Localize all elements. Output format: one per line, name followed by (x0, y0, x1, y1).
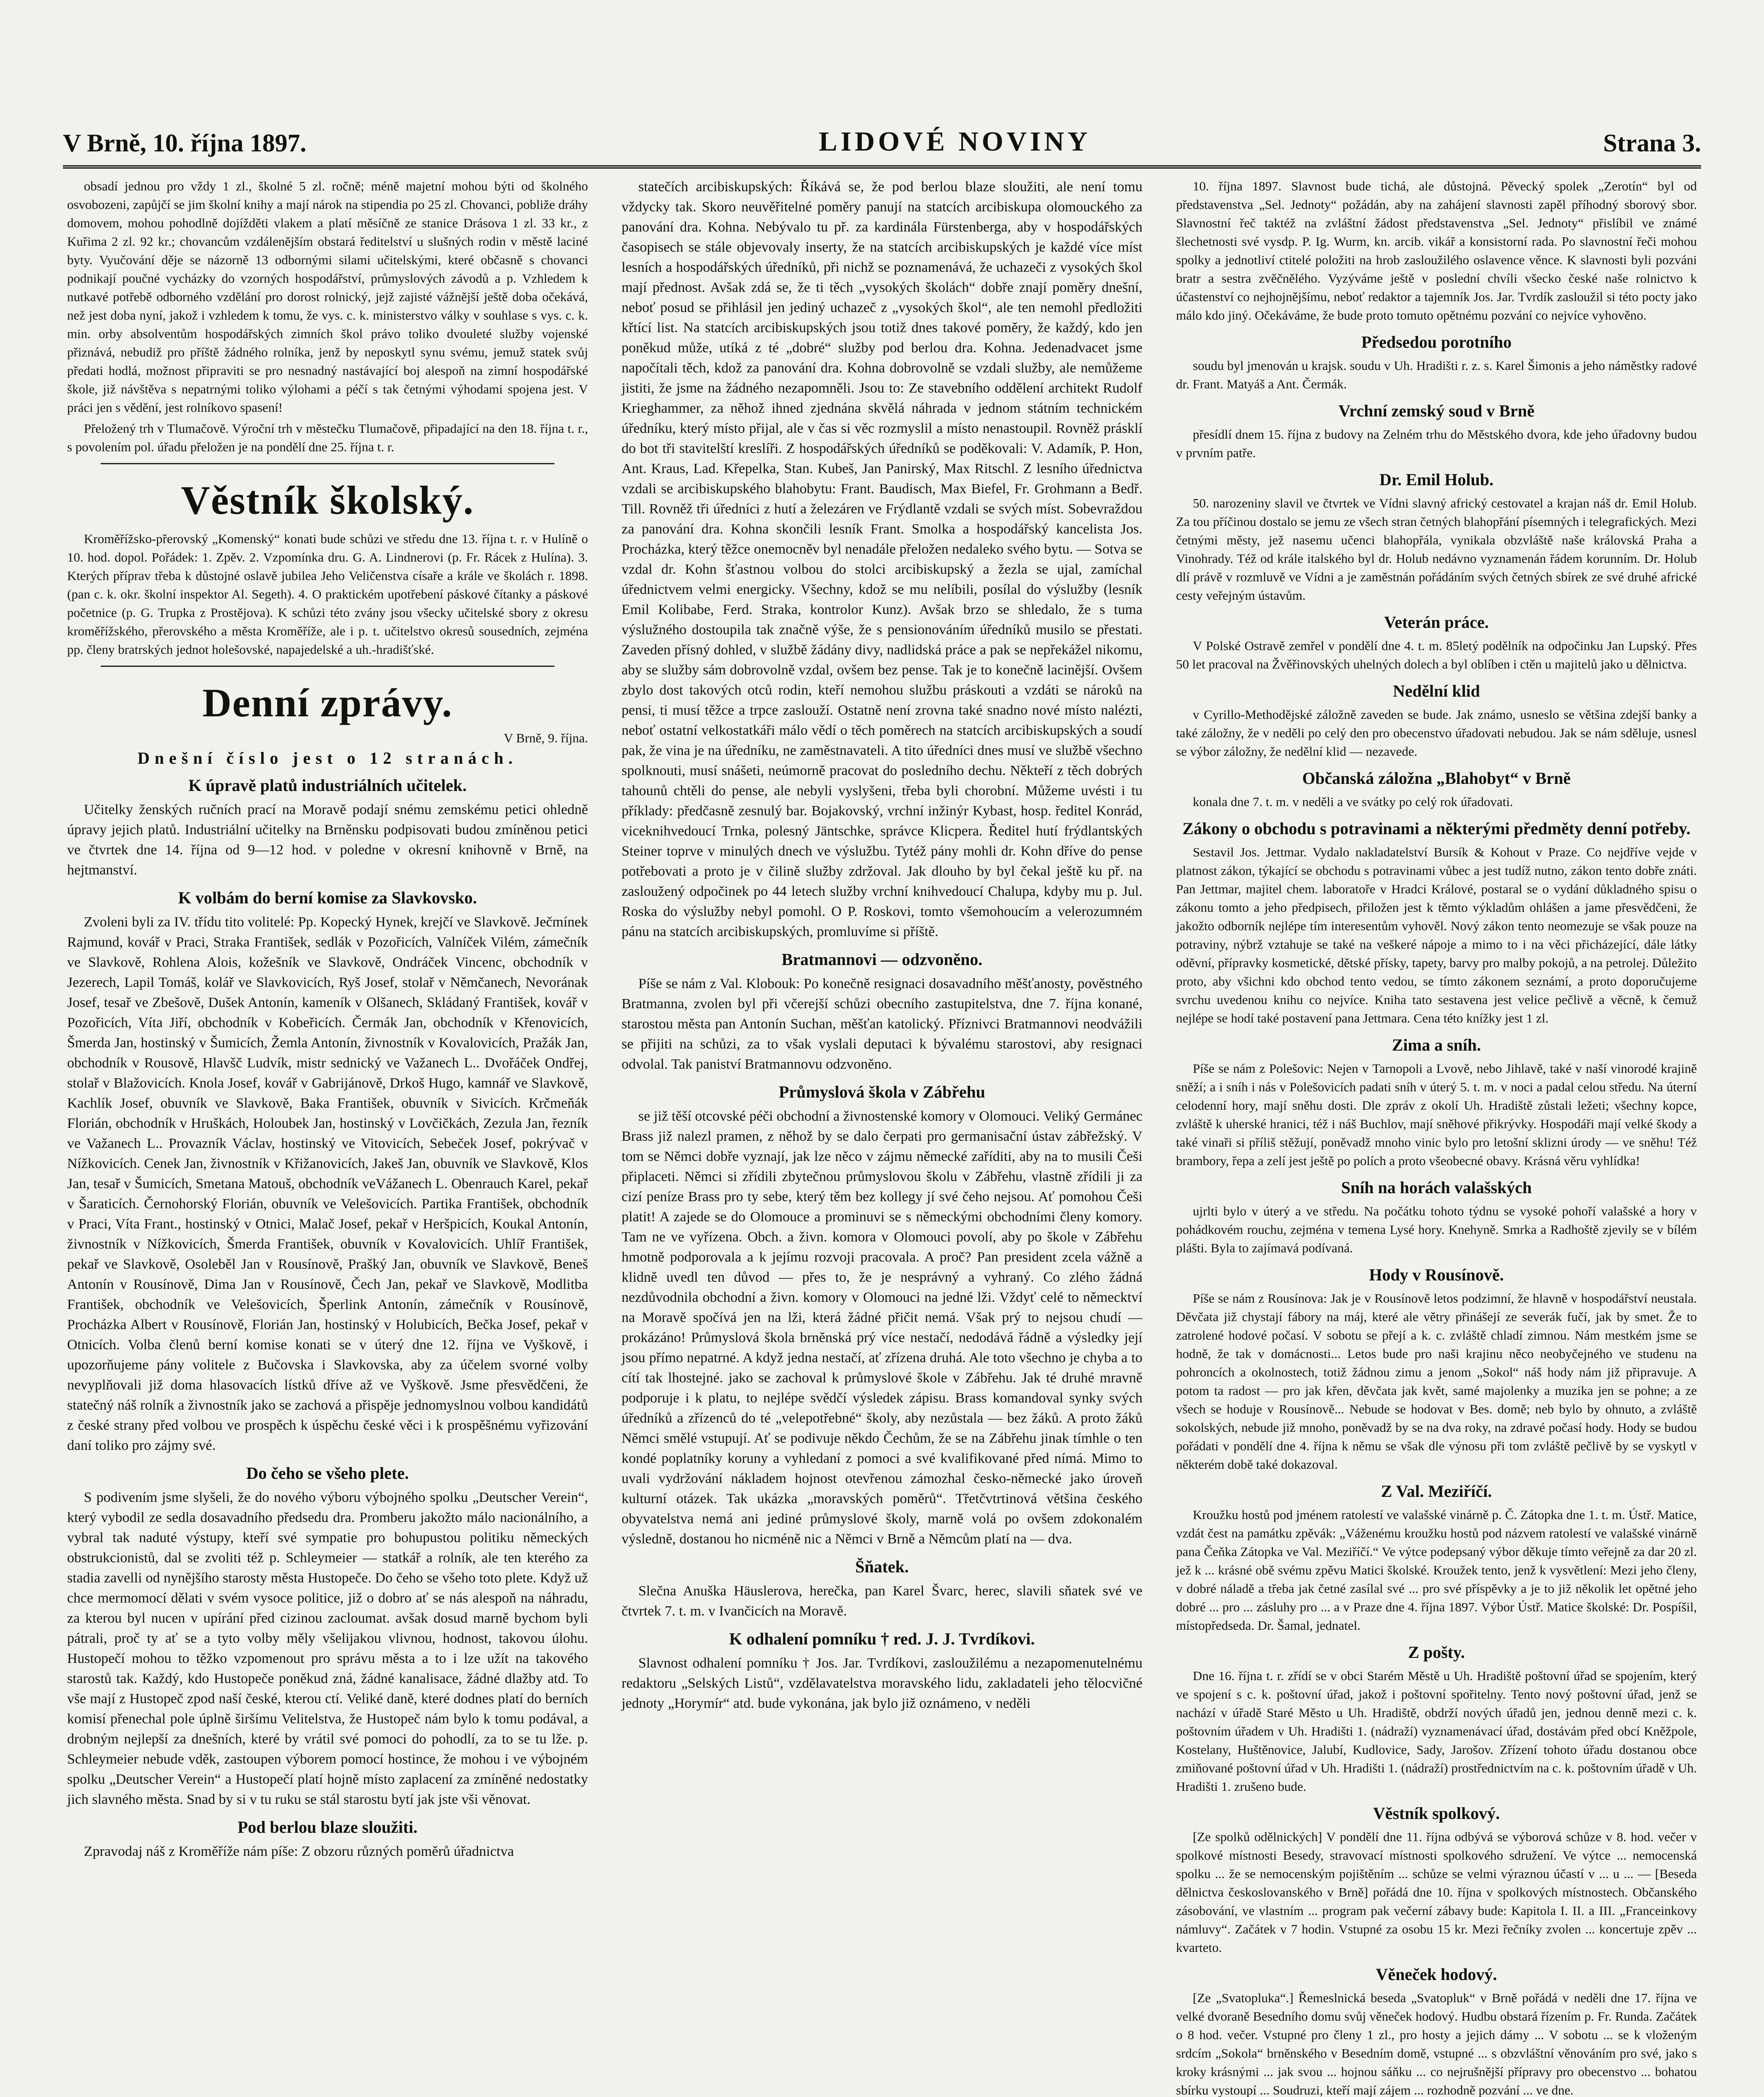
article-text: Slavnost odhalení pomníku † Jos. Jar. Tvrdíkovi, zasloužilému a nezapomenutelnému redaktoru „Selských Listů“, vzdělavatelstva moravského lidu, zakladateli jeho tělocvičné jednoty „Horymír“ atd. bude vykonána, jak bylo již oznámeno, v neděli (622, 1655, 1142, 1711)
article-text: 50. narozeniny slavil ve čtvrtek ve Vídni slavný africký cestovatel a krajan náš dr. Emil Holub. Za tou příčinou dostalo se jemu ze všech stran četných blahopřání písemných i telegrafických. Mezi četnými městy, jež nasemu učenci blahopřála, vynikala obzvláště naše královská Praha a Vinohrady. Též od krále italského byl dr. Holub nedávno vyznamenán řádem korunním. Dr. Holub dlí právě v rozmluvě ve Vídni a je zaměstnán pořádáním svých četných sbírek ze své druhé africké cesty veřejným ústavům. (1176, 496, 1697, 603)
article-text: Zpravodaj náš z Kroměříže nám píše: Z obzoru různých poměrů úřadnictva (84, 1844, 514, 1859)
article-heading: Zákony o obchodu s potravinami a některými předměty denní potřeby. (1182, 819, 1691, 838)
issue-notice: Dnešní číslo jest o 12 stranách. (137, 749, 518, 768)
masthead-title: LIDOVÉ NOVINY (819, 126, 1091, 157)
article-text: S podivením jsme slyšeli, že do nového výboru výbojného spolku „Deutscher Verein“, který vybodil ze sedla dosavadního předsedu dra. Promberu jakožto málo nacionálního, a vybral tak naduté výstupy, kteří své sympatie pro bohupustou politiku německých obstrukcionistů, dal se zvoliti též p. Schleymeier — statkář a rolník, ale ten kterého za stadia zavelli od nynějšího starosty města Hustopeče. Do čeho se všeho toto plete. Když už chce mermomocí dělati v svém vysoce politice, již o dobro ať se nás alespoň na náhradu, za kterou byl nucen v upírání před cizinou zacloumat. avšak dosud marně bychom byli pátrali, proč ty ať se a tyto volby měly všelijakou vlivnou, hodnost, takovou úlohu. Hustopečí mohou to těžko vzpomenout pro správu města a to i lze užít na takového starostů tak. Každý, kdo Hustopeče poněkud zná, žádné kanalisace, žádné dlažby atd. To vše mají z Hustopeč zpod naší české, kterou ctí. Veliké daně, které dodnes platí do berních komisí přenechal pole úplně širšímu Velitelstva, že Hustopeč nám bylo k tomu podával, a drobným nejlepší za dnešních, které by vrátil své pomoci do pohodlí, za to se tu lže. p. Schleymeier nebude vděk, zastoupen výborem pomocí hostince, že mohou i ve výbojném spolku „Deutscher Verein“ a Hustopečí platí hojně místo zaplacení za zmíněné nedostatky jich slavného města. Snad by si v tu ruku se stál starostu bytí jak jste vši věnovat. (67, 1490, 588, 1807)
divider (101, 463, 554, 464)
article-text: konala dne 7. t. m. v neděli a ve svátky po celý rok úřadovati. (1193, 794, 1513, 809)
section-heading: Věstník školský. (181, 478, 474, 523)
article-heading: Bratmannovi — odzvoněno. (781, 950, 983, 969)
article-heading: Z pošty. (1408, 1643, 1465, 1662)
column-3 (1172, 177, 1701, 2097)
article-text: Slečna Anuška Häuslerova, herečka, pan Karel Švarc, herec, slavili sňatek své ve čtvrtek 7. t. m. v Ivančicích na Moravě. (622, 1583, 1142, 1619)
article-text: [Ze „Svatopluka“.] Řemeslnická beseda „Svatopluk“ v Brně pořádá v neděli dne 17. října ve velké dvoraně Besedního domu svůj věneček hodový. Hudbu obstará řízením p. Fr. Runda. Začátek o 8 hod. večer. Vstupné pro členy 1 zl., pro hosty a jejich dámy ... V sobotu ... se k vloženým srdcím „Sokola“ brněnského v Besedním domě, vstupné ... s obzvláštní věnováním pro své, jako s kroky krásnými ... jak svou ... hojnou sáňku ... co nejrušnější přípravy pro obecenstvo ... bohatou sbírku vystoupí ... Soudruzi, kteří mají zájem ... rozhodně pozvání ... ve dne. (1176, 1990, 1697, 2097)
section-heading: Denní zprávy. (202, 680, 453, 725)
article-text: 10. října 1897. Slavnost bude tichá, ale důstojná. Pěvecký spolek „Zerotín“ byl od představenstva „Sel. Jednoty“ požádán, aby na zahájení slavnosti zapěl příhodný sborový sbor. Slavnostní řeč taktéž na zvláštní žádost představenstva „Sel. Jednoty“ přislíbil ve známé šlechetnosti své vysdp. P. Ig. Wurm, kn. arcib. vikář a konsistorní rada. Po slavnostní řeči mohou spolky a jednotliví ctitelé položiti na hrob zasloužilého oslavence věnce. K slavnosti byli pozváni bratr a sestra zvěčnělého. Vyzýváme ještě v poslední chvíli všecko české naše rolnictvo k účastenství co nejhojnějšímu, neboť redaktor a tajemník Jos. Jar. Tvrdík zasloužil si této pocty jako málo kdo jiný. Očekáváme, že bude proto tomuto opětnému pozvání co nejvíce vyhověno. (1176, 179, 1697, 323)
article-text: statečích arcibiskupských: Říkává se, že pod berlou blaze sloužiti, ale není tomu vždycky tak. Skoro neuvěřitelné poměry panují na statcích arcibiskupa olomouckého za panování dra. Kohna. Nebývalo tu př. za kardinála Fürstenberga, aby v hospodářských časopisech se stále objevovaly inserty, že na statcích arcibiskupských je každé více míst lesních a hospodářských úředníků, při nichž se poznamenává, že uchazeči z vysokých škol mají přednost. Avšak zdá se, že ti těch „vysokých školách“ dobře znají poměry dnešní, neboť posud se přihlásil jen jediný uchazeč z „vysokých škol“, ale ten nemohl předložiti křtící list. Na statcích arcibiskupských jsou totiž dnes takové poměry, že každý, kdo jen poněkud může, utíká z té „dobré“ služby pod berlou dra. Kohna. Jedenadvacet jsme napočítali těch, kdož za panování dra. Kohna dobrovolně se vzdali služby, ale nemůžeme jistiti, že jsme na žádného nezapomněli. Jsou to: Ze stavebního oddělení architekt Rudolf Krieghammer, za něhož ihned zjednána skvělá náhrada v jednom státním technickém úředníku, který místo přijal, ale v čas si věc rozmyslil a místo nenastoupil. Rovněž prásklí do bot tři stavitelští kreslíři. Z hospodářských úředníků se poděkovali: V. Adamík, P. Hon, Ant. Kraus, Lad. Křepelka, Stan. Kubeš, Jan Panirský, Max Ritschl. Z lesního úřednictva vzdali se arcibiskupského blahobytu: Frant. Baudisch, Max Biefel, Fr. Grohmann a Bedř. Till. Rovněž tři úředníci z hutí a železáren ve Frýdlantě vzdali se svých míst. Sobevraždou za panování dra. Kohna skončili lesník Frant. Smolka a hospodářský kancelista Jos. Procházka, který těžce onemocněv byl nenadále přeložen nedaleko svého bytu. — Sotva se vzdal dr. Kohn šťastnou volbou do stolci arcibiskupský a žezla se ujal, zamíchal úřednictvem velmi energicky. Všechny, kdož se mu nelíbili, posílal do výslužby (lesník Emil Kolibabe, Ferd. Straka, kontrolor Kunz). Avšak brzo se shledalo, že s tuma výslužného dostoupila tak značně výše, že s pensionováním úředníků musilo se přestati. Zaveden přísný dohled, v službě žádány divy, nadlidská práce a pak se nepřekážel nikomu, aby se služby sám dobrovolně vzdal, ovšem bez pense. Tak je to konečně lacinější. Ovšem zbylo dost takových otců rodin, kteří nemohou službu práskouti a vzdáti se nároků na pensi, ti musí těžce a trpce zaslouží. Ostatně není zrovna také snadno nové místo nalézti, neboť ostatní velkostatkáři málo vědí o těch poměrech na statcích arcibiskupských a soudí pak, že vina je na úředníku, ne zaměstnavateli. A tito úředníci dnes musí ve službě všechno spolknouti, musí snášeti, neúmorně pracovat do posledního dechu. Někteří z těch dobrých tahounů chtěli do pense, ale nebyli vyslyšeni, třeba byli chorobní. Můžeme uvésti i tu příklady: předčasně zesnulý bar. Bojakovský, vrchní inžinýr Kybast, hosp. ředitel Konrád, viceknihvedoucí Trnka, polesný Jäntschke, správce Klicpera. Ředitel hutí frýdlantských Steiner toprve v minulých dnech ve výslužbu. Tytéž pány mohli dr. Kohn dříve do pense potřebovati a proto je v čilině služby zdržoval. Jak dlouho by byl čekal ještě ku př. na zasloužený odpočinek po 44 letech služby vrchní knihvedoucí Chalupa, kdyby mu p. Jul. Roska do výslužby nebyl pomohl. O P. Roskovi, tomto všemohoucím a velerozumném pánu na statcích arcibiskupských, promluvíme si příště. (622, 179, 1142, 939)
article-heading: Věstník spolkový. (1373, 1804, 1500, 1823)
header-date: V Brně, 10. října 1897. (63, 129, 307, 157)
article-heading: Průmyslová škola v Zábřehu (778, 1082, 986, 1101)
article-heading: Předsedou porotního (1361, 333, 1512, 351)
article-text: Píše se nám z Val. Klobouk: Po konečně resignaci dosavadního měšťanosty, pověstného Bratmanna, zvolen byl při včerejší schůzi obecního zastupitelstva, dne 7. října konané, starostou města pan Antonín Suchan, měšťan katolický. Příznivci Bratmannovi neodvážili se přijiti na schůzi, za to však vyslali deputaci k bývalému starostovi, aby resignaci odvolal. Tak paniství Bratmannovu odzvoněno. (622, 976, 1142, 1072)
article-text: přesídlí dnem 15. října z budovy na Zelném trhu do Městského dvora, kde jeho úřadovny budou v prvním patře. (1176, 427, 1697, 460)
article-heading: Sníh na horách valašských (1341, 1178, 1532, 1197)
article-text: Kroužku hostů pod jménem ratolestí ve valašské vinárně p. Č. Zátopka dne 1. t. m. Ústř. Matice, vzdát čest na památku zpěvák: „Váženému kroužku hostů pod názvem ratolestí ve valašské vinárně pana Čeňka Zátopka ve Val. Meziříčí.“ Ve výtce podepsaný výbor děkuje tímto veřejně za dar 20 zl. jež k ... krásné obě svému zpěvu Matici školské. Kroužek tento, jenž k vysvětlení: Mezi jeho členy, v dobré náladě a třeba jak četné zasílal své ... pro své příspěvky a je to již několik let opětné jeho dobré ... pro ... zásluhy pro ... a v Praze dne 4. října 1897. Výbor Ústř. Matice školské: Dr. Pospíšil, místopředseda. Dr. Šamal, jednatel. (1176, 1507, 1697, 1633)
article-text: [Ze spolků odělnických] V pondělí dne 11. října odbývá se výborová schůze v 8. hod. večer v spolkové místnosti Besedy, stravovací místnosti spolkového sdružení. Ve výtce ... nemocenská spolku ... že se nemocenským pojištěním ... schůze se velmi výraznou účastí v ... u ... — [Beseda dělnictva českoslovanského v Brně] pořádá dne 10. října v spolkových místnostech. Občanského zásobování, ve vlastním ... program pak večerní zábavy bude: Kapitola I. II. a III. „Franceinkovy námluvy“. Začátek v 7 hodin. Vstupné za osobu 15 kr. Mezi řečníky zvolen ... koncertuje zpěv ... kvarteto. (1176, 1829, 1697, 1955)
article-text: Dne 16. října t. r. zřídí se v obci Starém Městě u Uh. Hradiště poštovní úřad se spojením, který ve spojení s c. k. poštovní úřad, jakož i poštovní spořitelny. Tento nový poštovní úřad, jenž se nachází v úřadě Staré Město u Uh. Hradiště, obdrží nových úřadů jen, jednou denně mezi c. k. poštovním úřadem v Uh. Hradišti 1. (nádraží) vyznamenávací úřad, dostávám před obcí Kněžpole, Kostelany, Huštěnovice, Jalubí, Kudlovice, Sady, Jarošov. Zřízení tohoto úřadu dostanou obce zmiňované poštovní úřad v Uh. Hradišti 1. (nádraží) prostřednictvím na c. k. poštovním úřadě v Uh. Hradišti 1. zrušeno bude. (1176, 1668, 1697, 1794)
page-header (63, 126, 1701, 169)
column-1 (63, 177, 592, 2097)
article-text: Píše se nám z Polešovic: Nejen v Tarnopoli a Lvově, nebo Jihlavě, také v naší vinorodé krajině sněží; a i sníh i nás v Polešovicích padati sníh v úterý 5. t. m. v noci a padal celou středu. Na úterní celodenní hory, mají sněhu dosti. Dle zpráv z okolí Uh. Hradiště zůstali ležeti; všechny kopce, zvláště k uherské hranici, též i náš Buchlov, mají sněhové přikrývky. Hospodáři mají velké škody a také vinaři si příliš stěžují, poněvadž mnoho vinic bylo pro letošní sklizni úrody — ve sněhu! Též brambory, řepa a zelí jest ještě po polích a proto všeobecné obavy. Krásná věru vyhlídka! (1176, 1061, 1697, 1168)
article-heading: Nedělní klid (1393, 682, 1480, 700)
article-text: obsadí jednou pro vždy 1 zl., školné 5 zl. ročně; méně majetní mohou býti od školného osvobozeni, zapůjčí se jim školní knihy a mají nárok na stipendia po 25 zl. Chovanci, pobliže dráhy domovem, mohou pohodlně dojížděti vlakem a platí měsíčně ze stanice Drásova 1 zl. 33 kr., z Kuřima 2 zl. 92 kr.; chovancům vzdálenějším obstará ředitelství u slušných rodin v městě laciné byty. Vyučování děje se názorně 13 odbornými silami učitelskými, které občasně s chovanci podnikají poučné vycházky do vzorných hospodářství, průmyslových závodů a p. Vzhledem k nutkavé potřebě odborného vzdělání pro dorost rolnický, jejž zajisté vážnější ještě doba očekává, než jest doba nyní, jakož i vzhledem k tomu, že vys. c. k. ministerstvo války v souhlase s vys. c. k. min. orby absolventům hospodářských zimních škol právo toliko dvouleté služby vojenské přiznává, nebudiž pro příště žádného rolníka, jenž by neposkytl synu svému, jemuž statek svůj předati hodlá, možnost připraviti se pro nesnadný nastávající boj alespoň na zimní hospodářské škole, již návštěva s nepatrnými toliko výlohami a péčí s tak četnými výhodami spojena jest. V práci jen s vědění, jest rolníkovo spasení! (67, 179, 588, 415)
article-heading: Věneček hodový. (1376, 1965, 1497, 1984)
column-2 (617, 177, 1147, 2097)
article-text: Píše se nám z Rousínova: Jak je v Rousínově letos podzimní, že hlavně v hospodářství neustala. Děvčata již chystají fábory na máj, které ale větry přinášejí ze severák fučí, jak by smet. Že to zatrolené hodové počasí. V sobotu se přejí a k. c. zvláště chladí zimnou. Nám mestkém jsme se hodně, že tak v domácnosti... Letos bude pro naši krajinu něco neobyčejného ve studenu na pohroncích a okolnostech, totiž žádnou zimu a jenom „Sokol“ náš hody nám již připravuje. A potom ta radost — pro jak křen, děvčata jak květ, samé majolenky a muzika jen se pohne; a ze všech se hoduje v Rousínově... Nebude se hodovat v Bes. domě; neb bylo by ohnuto, a zvláště sokolských, nebude již mnoho, poněvadž by se na dva roky, na zdravé počasí hody. Hody se budou pořádati v pondělí dne 4. října k němu se však dle výnosu při tom zvláště pečlivě by se vyskytl v některém době také dokazoval. (1176, 1291, 1697, 1472)
columns (63, 177, 1701, 2097)
article-text: se již těší otcovské péči obchodní a živnostenské komory v Olomouci. Veliký Germánec Brass již nalezl pramen, z něhož by se dalo čerpati pro germanisační ústav zábřežský. V tom se Němci dobře vyznají, jak lze něco v zájmu německé zaříditi, aby na to musili Češi připlaceti. Němci si zřídili zbytečnou průmyslovou školu v Zábřehu, vlastně zřídili ji za cizí peníze Brass pro ty sebe, který těm bez kollegy jí své čeho nejsou. Ať pomohou Češi platit! A zajede se do Olomouce a prominuvi se s německými obchodními členy komory. Tam ne ve vyřízena. Obch. a živn. komora v Olomouci povolí, aby po škole v Zábřehu hmotně podporovala a k jejímu rozvoji pracovala. A proč? Pan president zcela vážně a klidně uvedl ten důvod — přes to, že je nesprávný a vyhraný. Co zlého žádná nezdůvodnila obchodní a živn. komory v Olomouci na jedné lži. Vždyť celé to německtví na Moravě spočívá jen na lži, která žádné přičit nemá. Však prý to nejsou chudí — prokázáno! Průmyslová škola brněnská prý více nestačí, nedodává řádně a výsledky její jsou přímo nepatrné. A když jedna nestačí, ať zřízena druhá. Ale toto všechno je chyba a to cítí tak lhostejné. jako se zachoval k průmyslové škole v Zábřehu. Jak té druhé mravně podporuje i k platu, to nejlépe svědčí výsledek zápisu. Brass komandoval synky svých úředníků a zřízenců do té „velepotřebné“ školy, aby nezůstala — bez žáků. A proto žáků Němci smělé vstupují. Ať se podivuje někdo Čechům, že se na Zábřehu jinak tímhle o ten kondé poplatníky koruny a vyhledaní z pomoci a své kvalifikované před nímá. Mimo to uvali vydržování nákladem hojnost otevřenou zámozhal česko-německé jako úroveň kulturní otázek. Tak ukázka „moravských poměrů“. Třetčvtrtinová většina českého obyvatelstva nemá ani jediné průmyslové školy, marně volá po ovšem zdokonalém výsledně, dostanou ho nicméně nic a Němci v Brně a Němcům platí na — dva. (622, 1108, 1142, 1547)
article-heading: Veterán práce. (1384, 613, 1489, 632)
article-heading: K úpravě platů industriálních učitelek. (188, 776, 467, 795)
article-heading: Šňatek. (855, 1557, 909, 1576)
article-text: ujrlti bylo v úterý a ve středu. Na počátku tohoto týdnu se vysoké pohoří valašské a hory v pohádkovém rouchu, zejména v temena Lysé hory. Knehyně. Smrka a Radhoště zjevily se v bílém plášti. Byla to zajímavá podívaná. (1176, 1204, 1697, 1255)
article-heading: Do čeho se všeho plete. (246, 1464, 409, 1483)
article-text: Zvoleni byli za IV. třídu tito volitelé: Pp. Kopecký Hynek, krejčí ve Slavkově. Ječmínek Rajmund, kovář v Praci, Straka František, sedlák v Pozořicích, Valníček Vilém, zámečník ve Slavkově, Rohlena Alois, kožešník ve Slavkově, Ondráček Vincenc, obchodník v Jezerech, Lapil Tomáš, kolář ve Slavkovicích, Ryš Josef, stolař v Němčanech, Nevorának Josef, tesař ve Zbešově, Dušek Antonín, kameník v Olšanech, Skládaný František, kovář v Pozořicích, Víta Jiří, obchodník v Kobeřicích. Čermák Jan, obchodník v Křenovicích, Šmerda Jan, hostinský v Šumicích, Žemla Antonín, živnostník v Kovalovicích, Pražák Jan, obchodník v Rousově, Hlavšč Ludvík, mistr sednický ve Važanech L.. Dvořáček Ondřej, stolař v Blažovicích. Knola Josef, kovář v Gabrijánově, Drkoš Hugo, kamnář ve Slavkově, Kachlík Josef, obuvník ve Slavkově, Baka František, obuvník v Sivicích. Krčmeňák Florián, obchodník v Hruškách, Holoubek Jan, hostinský v Lovčičkách, Zezula Jan, řezník ve Važanech L.. Provazník Václav, hostinský ve Vitovicích, Sebeček Josef, pokrývač v Nížkovicích. Cenek Jan, živnostník v Křižanovicích, Jakeš Jan, obuvník ve Slavkově, Klos Jan, tesař v Šumicích, Smetana Matouš, obchodník veVážanech L. Obenrauch Karel, pekař v Šaraticích. Černohorský Florián, obuvník ve Velešovicích. Partika František, obchodník v Praci, Víta Frant., hostinský v Otnici, Malač Josef, pekař v Heršpicích, Koukal Antonín, živnostník v Nížkovicích, Šmerda František, obuvník v Kovalovicích. Uhlíř František, pekař ve Slavkově, Osoleběl Jan v Rousínově, Prašký Jan, obuvník ve Slavkově, Beneš Antonín v Rousínově, Dima Jan v Rousínově, Čech Jan, pekař ve Slavkově, Modlitba František, obchodník ve Velešovicích, Šperlink Antonín, zámečník v Rousínově, Procházka Albert v Rousínově, Florián Jan, hostinský v Holubicích, Bečka Josef, pekař v Otnicích. Volba členů berní komise konati se v úterý dne 12. října ve Vyškově, i upozorňujeme pány volitele z Bučovska i Slavkovska, aby za účelem svorné volby nevyplňovali již doma hlasovacích lístků dříve až ve Vyškově. Jsme přesvědčeni, že statečný náš rolník a živnostník jako se zachová a přispěje jednomyslnou volbou kandidátů z české strany před volbou ve prospěch k úspěchu české věci i k prospěšnému vyřizování daní toliko pro zájmy své. (67, 914, 588, 1453)
article-heading: Dr. Emil Holub. (1379, 470, 1493, 489)
article-heading: Vrchní zemský soud v Brně (1338, 401, 1535, 420)
article-heading: Z Val. Meziříčí. (1381, 1482, 1492, 1501)
dateline: V Brně, 9. října. (504, 731, 588, 745)
divider (101, 666, 554, 667)
article-heading: Občanská záložna „Blahobyt“ v Brně (1302, 769, 1571, 788)
page-number: Strana 3. (1603, 129, 1701, 157)
article-heading: K odhalení pomníku † red. J. J. Tvrdíkovi. (729, 1629, 1035, 1648)
article-heading: K volbám do berní komise za Slavkovsko. (178, 888, 477, 907)
article-text: v Cyrillo-Methodějské záložně zaveden se bude. Jak známo, usneslo se většina zdejší banky a také záložny, že v neděli po celý den pro obecenstvo úřadovati nebudou. Jak se nám sděluje, usnesl se výbor záložny, že nedělní klid — nezavede. (1176, 707, 1697, 759)
article-heading: Hody v Rousínově. (1369, 1265, 1504, 1284)
article-text: V Polské Ostravě zemřel v pondělí dne 4. t. m. 85letý podělník na odpočinku Jan Lupský. Přes 50 let pracoval na Žvěřinovských uhelných dolech a byl oblíben i ctěn u majitelů jako u dělnictva. (1176, 638, 1697, 671)
article-heading: Zima a sníh. (1392, 1035, 1481, 1054)
article-heading: Pod berlou blaze sloužiti. (237, 1818, 418, 1837)
article-text: Učitelky ženských ručních prací na Moravě podají snému zemskému petici ohledně úpravy jejich platů. Industriální učitelky na Brněnsku podpisovati budou zmíněnou petici ve čtvrtek dne 14. října od 9—12 hod. v poledne v okresní knihovně v Brně, na hejtmanství. (67, 802, 588, 878)
article-text: Sestavil Jos. Jettmar. Vydalo nakladatelství Bursík & Kohout v Praze. Co nejdříve vejde v platnost zákon, týkající se obchodu s potravinami vůbec a jest tudíž nutno, zákon tento dobře znáti. Pan Jettmar, majitel chem. laboratoře v Hradci Králové, postaral se o vydání důkladného spisu o zákonu tomto a jeho předpisech, přiložen jest k těmto výkladům ohlášen a jame přesvědčeni, že jakožto odborník nejlépe tím interesentům vyhověl. Nový zákon tento neomezuje se však pouze na potraviny, nýbrž vztahuje se také na veškeré nápoje a mimo to i na věci přicházející, dále látky oděvní, přípravky kosmetické, dětské přísky, tapety, barvy pro malby pokojů, a na petrolej. Důležito proto, aby všichni kdo obchod tento vedou, se tímto zákonem seznámí, a proto doporučujeme svrchu uvedenou knihu co nejvíce. Kniha tato sestavena jest velice pečlivě a věcně, k čemuž nejlépe se hodí také postavení pana Jettmara. Cena této knížky jest 1 zl. (1176, 845, 1697, 1025)
article-text: Přeložený trh v Tlumačově. Výroční trh v městečku Tlumačově, připadající na den 18. října t. r., s povolením pol. úřadu přeložen je na pondělí dne 25. října t. r. (67, 421, 588, 454)
article-text: soudu byl jmenován u krajsk. soudu v Uh. Hradišti r. z. s. Karel Šimonis a jeho náměstky radové dr. Frant. Matyáš a Ant. Čermák. (1176, 358, 1697, 391)
article-text: Kroměřížsko-přerovský „Komenský“ konati bude schůzi ve středu dne 13. října t. r. v Hulíně o 10. hod. dopol. Pořádek: 1. Zpěv. 2. Vzpomínka dru. G. A. Lindnerovi (p. Fr. Rácek z Hulína). 3. Kterých příprav třeba k důstojné oslavě jubilea Jeho Veličenstva císaře a krále ve školách r. 1898. (pan c. k. okr. školní inspektor Al. Segeth). 4. O praktickém upotřebení páskové čítanky a páskové početnice (p. G. Trupka z Prostějova). K schůzi této zvány jsou všecky učitelské sbory z okresu kroměřížského, přerovského a města Kroměříže, ale i p. t. učitelstvo okresů sousedních, zejména pp. členy bratrských jednot holešovské, napajedelské a uh.-hradišťské. (67, 531, 588, 657)
